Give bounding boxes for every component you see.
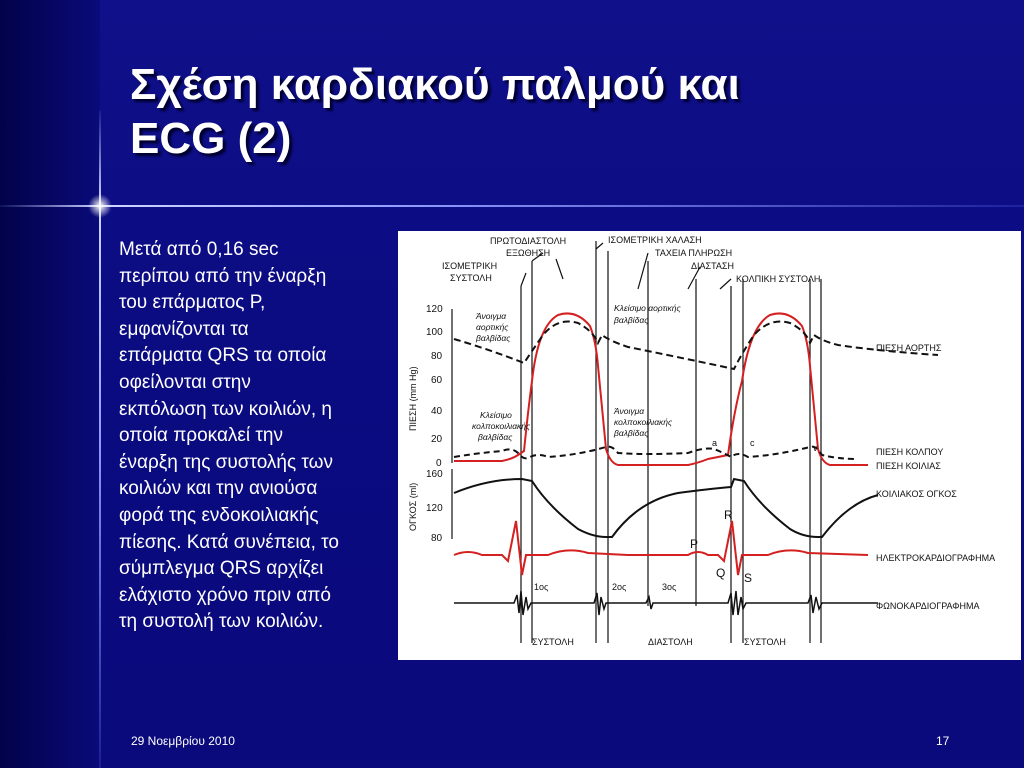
annotation: Κλείσιμο αορτικής (614, 303, 681, 313)
phase-bottom-label: ΣΥΣΤΟΛΗ (532, 637, 574, 647)
leader-line (521, 273, 526, 286)
phase-label: ΙΣΟΜΕΤΡΙΚΗ (442, 261, 498, 271)
body-line: πίεσης. Κατά συνέπεια, το (119, 531, 339, 553)
curve-label: ΠΙΕΣΗ ΚΟΙΛΙΑΣ (876, 461, 941, 471)
annotation: βαλβίδας (614, 315, 649, 325)
sparkle-icon (86, 192, 114, 220)
phase-label: ΚΟΛΠΙΚΗ ΣΥΣΤΟΛΗ (736, 274, 821, 284)
wave-label: S (744, 571, 753, 585)
phonocardiogram-trace (454, 591, 878, 615)
pressure-tick: 120 (426, 304, 443, 315)
annotation: Κλείσιμο (480, 410, 512, 420)
body-line: τη συστολή των κοιλιών. (119, 611, 324, 633)
body-line: του επάρματος P, (119, 292, 266, 314)
curve-label: ΠΙΕΣΗ ΑΟΡΤΗΣ (876, 343, 942, 353)
slide-number: 17 (936, 734, 950, 748)
phase-label: ΔΙΑΣΤΑΣΗ (691, 261, 734, 271)
body-line: ελάχιστο χρόνο πριν από (119, 584, 331, 606)
annotation: βαλβίδας (614, 428, 649, 438)
curve-label: ΦΩΝΟΚΑΡΔΙΟΓΡΑΦΗΜΑ (876, 601, 980, 611)
phase-label: ΠΡΩΤΟΔΙΑΣΤΟΛΗ (490, 236, 567, 246)
body-line: Μετά από 0,16 sec (119, 239, 279, 260)
annotation: αορτικής (476, 322, 509, 332)
pressure-tick: 20 (431, 434, 443, 445)
body-line: σύμπλεγμα QRS αρχίζει (119, 558, 324, 580)
body-line: περίπου από την έναρξη (119, 265, 327, 287)
pressure-tick: 80 (431, 351, 443, 362)
left-band (0, 0, 100, 768)
phase-bottom-label: ΣΥΣΤΟΛΗ (744, 637, 786, 647)
wiggers-diagram (398, 231, 1021, 660)
slide-title (130, 58, 990, 166)
heart-sound-label: 3ος (662, 582, 677, 592)
ecg-trace (454, 521, 868, 575)
wiggers-diagram-svg (398, 231, 1021, 660)
leader-line (596, 243, 603, 249)
annotation: Άνοιγμα (476, 311, 507, 321)
wave-label: P (690, 537, 699, 551)
annotation: κολποκοιλιακής (614, 417, 673, 427)
annotation: βαλβίδας (476, 333, 511, 343)
body-line: οφείλονται στην (119, 371, 251, 393)
phase-label: ΕΞΩΘΗΣΗ (506, 248, 551, 258)
phase-label: ΙΣΟΜΕΤΡΙΚΗ ΧΑΛΑΣΗ (608, 235, 702, 245)
wave-label: a (712, 438, 718, 448)
body-line: εμφανίζονται τα (119, 318, 249, 340)
phase-bottom-label: ΔΙΑΣΤΟΛΗ (648, 637, 693, 647)
wave-label: v (813, 443, 818, 453)
pressure-tick: 40 (431, 406, 443, 417)
pressure-tick: 60 (431, 375, 443, 386)
phase-label: ΤΑΧΕΙΑ ΠΛΗΡΩΣΗ (655, 248, 733, 258)
curve-label: ΗΛΕΚΤΡΟΚΑΡΔΙΟΓΡΑΦΗΜΑ (876, 553, 996, 563)
wave-label: c (750, 438, 755, 448)
wave-label: R (724, 508, 733, 522)
heart-sound-label: 1ος (534, 582, 549, 592)
annotation: βαλβίδας (478, 432, 513, 442)
title-line-2: ECG (2) (130, 114, 292, 163)
body-line: κοιλιών και την ανιούσα (119, 478, 318, 500)
curve-label: ΚΟΙΛΙΑΚΟΣ ΟΓΚΟΣ (876, 489, 957, 499)
wave-label: Q (716, 566, 726, 580)
body-line: έναρξη της συστολής των (119, 451, 333, 473)
body-line: επάρματα QRS τα οποία (119, 345, 327, 367)
volume-tick: 160 (426, 469, 443, 480)
body-line: οποία προκαλεί την (119, 425, 283, 447)
leader-line (720, 279, 731, 289)
footer-date: 29 Νοεμβρίου 2010 (131, 734, 235, 748)
phase-label: ΣΥΣΤΟΛΗ (450, 273, 492, 283)
title-line-1: Σχέση καρδιακού παλμού και (130, 60, 740, 109)
body-line: φορά της ενδοκοιλιακής (119, 504, 319, 526)
body-paragraph (119, 237, 389, 636)
body-line: εκπόλωση των κοιλιών, η (119, 398, 332, 420)
decorative-horizontal-line (0, 205, 1024, 207)
pressure-tick: 100 (426, 327, 443, 338)
volume-axis-label: ΟΓΚΟΣ (ml) (408, 482, 418, 531)
annotation: κολποκοιλιακής (472, 421, 531, 431)
volume-tick: 120 (426, 503, 443, 514)
heart-sound-label: 2ος (612, 582, 627, 592)
curve-label: ΠΙΕΣΗ ΚΟΛΠΟΥ (876, 447, 944, 457)
leader-line (638, 253, 648, 289)
volume-tick: 80 (431, 533, 443, 544)
annotation: Άνοιγμα (614, 406, 645, 416)
pressure-tick: 0 (436, 458, 442, 469)
pressure-axis-label: ΠΙΕΣΗ (mm Hg) (408, 366, 418, 431)
leader-line (556, 259, 563, 279)
